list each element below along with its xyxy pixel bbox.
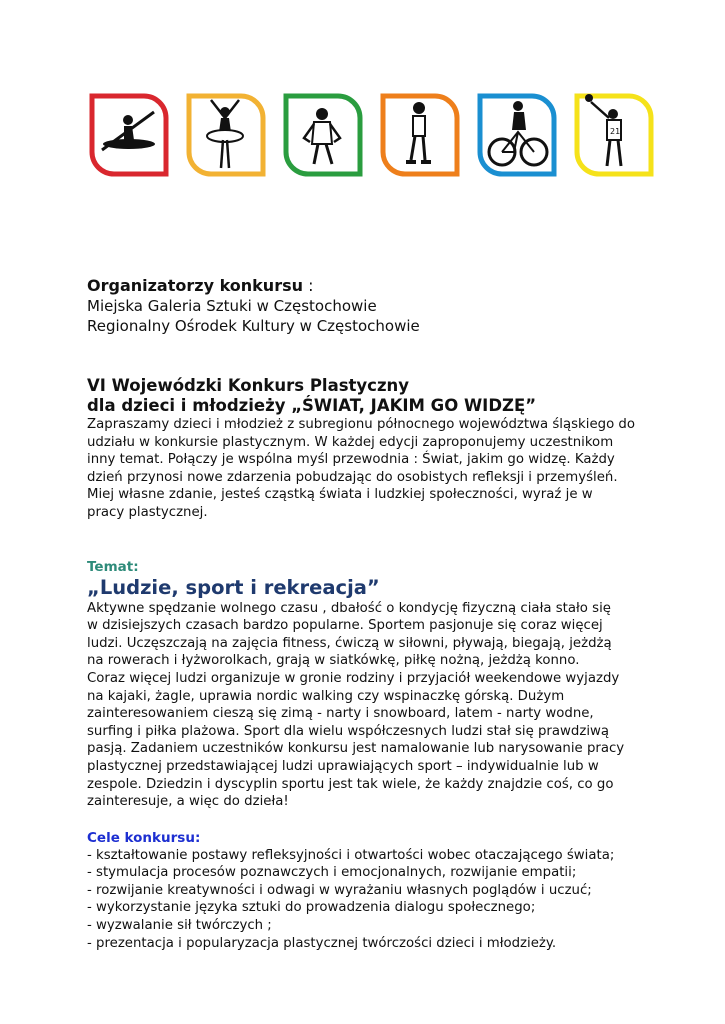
topic-line: Coraz więcej ludzi organizuje w gronie rodziny i przyjaciół weekendowe wyjazdy <box>87 670 620 686</box>
topic-line: zainteresuje, a więc do dzieła! <box>87 794 289 810</box>
leaf-frame-lemon <box>569 92 655 178</box>
intro-line: Zapraszamy dzieci i młodzież z subregionu północnego województwa śląskiego do <box>87 417 636 432</box>
organizers-heading <box>87 276 657 296</box>
leaf-frame-blue <box>472 92 558 178</box>
intro-line: inny temat. Połączy je wspólna myśl przewodnia : Świat, jakim go widzę. Każdy <box>87 452 615 468</box>
topic-line: na rowerach i łyżworolkach, grają w siatkówkę, piłkę nożną, jeżdżą konno. <box>87 653 580 669</box>
goal-item: - wyzwalanie sił twórczych ; <box>87 918 272 934</box>
cyclist-icon <box>472 92 558 178</box>
leaf-frame-green <box>278 92 364 178</box>
topic-line: na kajaki, żagle, uprawia nordic walking czy wspinaczkę górską. Dużym <box>87 688 565 704</box>
athlete-icon <box>278 92 364 178</box>
svg-text:21: 21 <box>610 127 621 136</box>
goals-list <box>87 847 657 953</box>
document-body <box>87 276 657 952</box>
sports-banner <box>84 92 659 184</box>
topic-description <box>87 600 657 811</box>
topic-line: w dzisiejszych czasach bardzo popularne. Sportem pasjonuje się coraz więcej <box>87 618 603 634</box>
goal-item: - prezentacja i popularyzacja plastycznej twórczości dzieci i młodzieży. <box>87 935 557 951</box>
topic-line: Aktywne spędzanie wolnego czasu , dbałość o kondycję fizyczną ciała stało się <box>87 600 611 616</box>
topic-line: pasją. Zadaniem uczestników konkursu jest namalowanie lub narysowanie pracy <box>87 741 625 757</box>
goals-label: Cele konkursu: <box>87 829 201 846</box>
leaf-frame-orange <box>375 92 461 178</box>
goal-item: - stymulacja procesów poznawczych i emocjonalnych, rozwijanie empatii; <box>87 865 577 881</box>
contest-intro <box>87 416 657 522</box>
intro-line: pracy plastycznej. <box>87 504 208 520</box>
intro-line: udziału w konkursie plastycznym. W każdej edycji zaproponujemy uczestnikom <box>87 434 614 450</box>
ballerina-icon <box>181 92 267 178</box>
leaf-frame-yellow <box>181 92 267 178</box>
kayaker-icon <box>84 92 170 178</box>
topic-line: surfing i piłka plażowa. Sport dla wielu współczesnych ludzi stał się prawdziwą <box>87 723 610 739</box>
leaf-frame-red <box>84 92 170 178</box>
topic-line: ludzi. Uczęszczają na zajęcia fitness, ćwiczą w siłowni, pływają, biegają, jeżdżą <box>87 635 612 651</box>
goal-item: - rozwijanie kreatywności i odwagi w wyrażaniu własnych poglądów i uczuć; <box>87 882 592 898</box>
intro-line: Miej własne zdanie, jesteś cząstką świata i ludzkiej społeczności, wyraź je w <box>87 487 593 503</box>
topic-line: plastycznej przedstawiającej ludzi uprawiających sport – indywidualnie lub w <box>87 758 599 774</box>
contest-title-line1: VI Wojewódzki Konkurs Plastyczny <box>87 376 410 395</box>
contest-title-line2: dla dzieci i młodzieży „ŚWIAT, JAKIM GO WIDZĘ” <box>87 396 537 415</box>
organizer-line: Regionalny Ośrodek Kultury w Częstochowie <box>87 317 420 335</box>
topic-line: zespole. Dziedzin i dyscyplin sportu jest tak wiele, że każdy znajdzie coś, co go <box>87 776 614 792</box>
topic-line: zainteresowaniem cieszą się zimą - narty i snowboard, latem - narty wodne, <box>87 706 594 722</box>
organizer-line: Miejska Galeria Sztuki w Częstochowie <box>87 297 377 315</box>
organizers-title: Organizatorzy konkursu <box>87 276 303 295</box>
goal-item: - wykorzystanie języka sztuki do prowadzenia dialogu społecznego; <box>87 900 536 916</box>
intro-line: dzień przynosi nowe zdarzenia pobudzając do osobistych refleksji i przemyśleń. <box>87 469 618 485</box>
organizers-colon: : <box>303 276 314 295</box>
goal-item: - kształtowanie postawy refleksyjności i otwartości wobec otaczającego świata; <box>87 847 615 863</box>
basketball-player-icon <box>569 92 655 178</box>
rollerskater-icon <box>375 92 461 178</box>
topic-label: Temat: <box>87 558 139 575</box>
topic-title: „Ludzie, sport i rekreacja” <box>87 575 380 599</box>
